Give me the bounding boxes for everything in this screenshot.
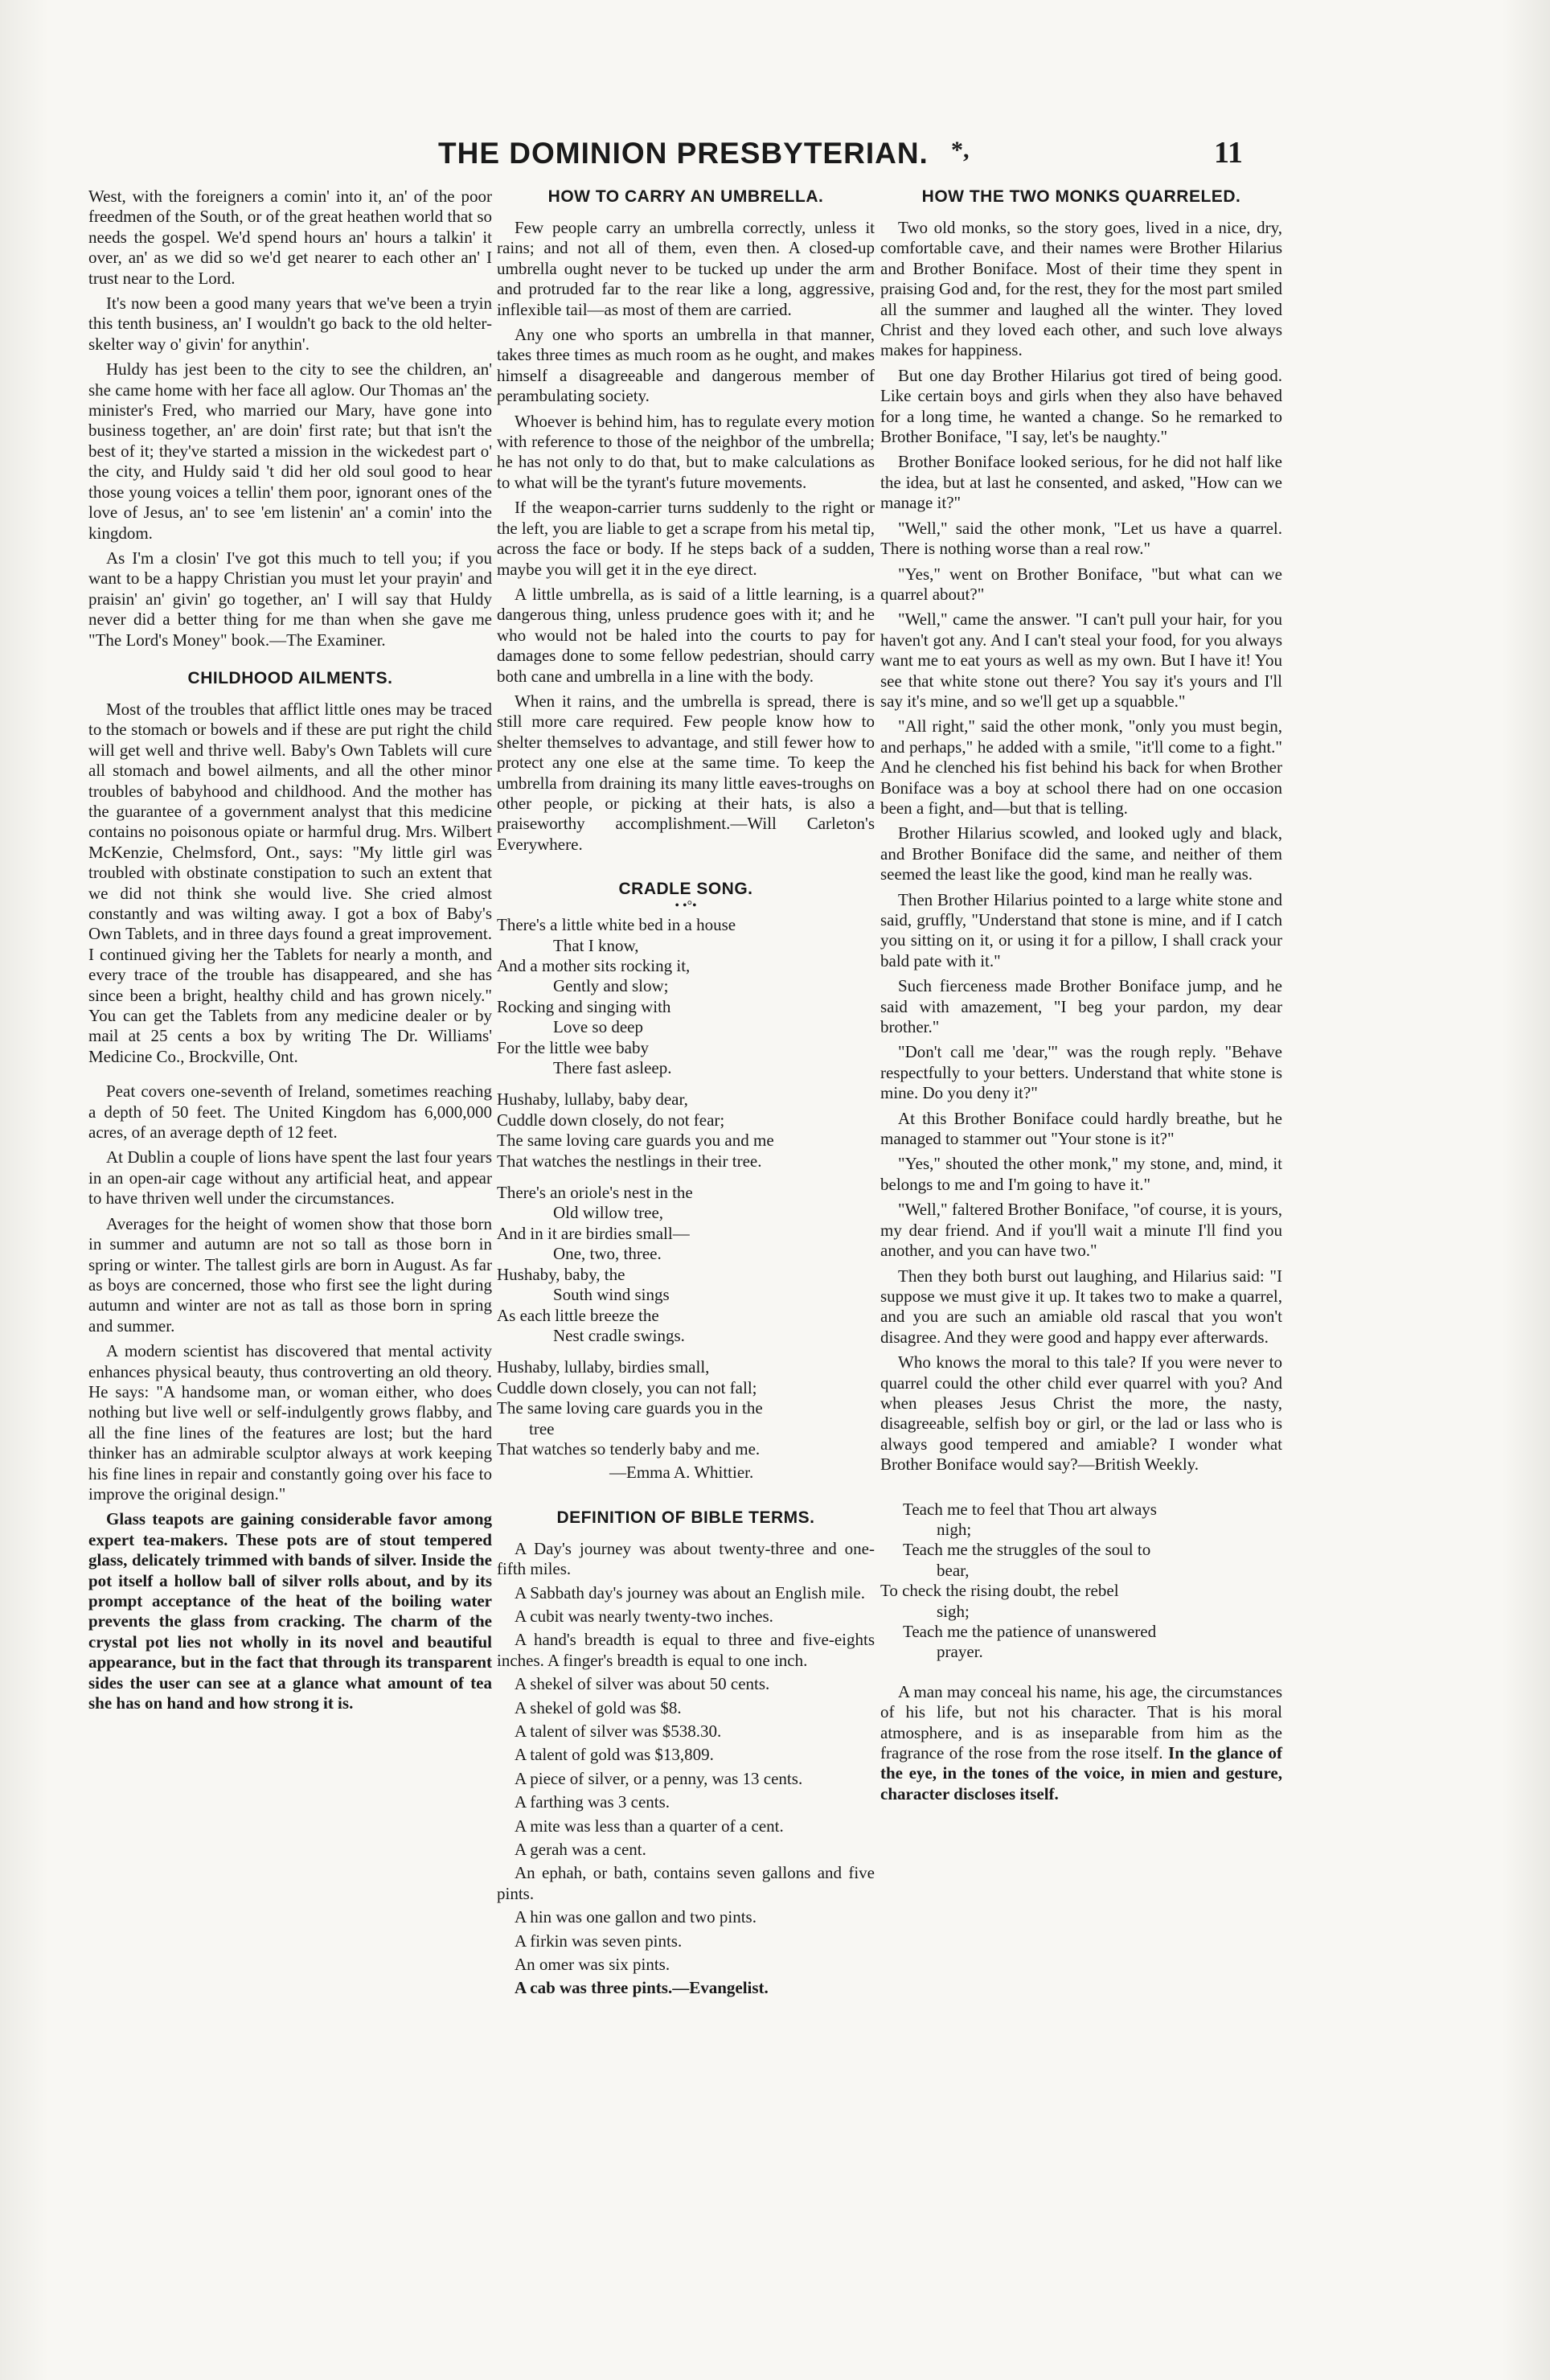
list-item: An ephah, or bath, contains seven gallons and five pints. xyxy=(497,1863,875,1903)
article-paragraph: But one day Brother Hilarius got tired of being good. Like certain boys and girls when they also have behaved for a long time, he wanted a change. So he remarked to Brother Boniface, "I say, let's be naughty." xyxy=(880,365,1282,447)
poem-author: —Emma A. Whittier. xyxy=(609,1463,754,1483)
closing-text-bold: In the glance of the eye, in the tones of the voice, in mien and gesture, character discloses itself. xyxy=(880,1743,1282,1803)
article-paragraph: Huldy has jest been to the city to see the children, an' she came home with her face all aglow. Our Thomas an' the minister's Fred, who married our Mary, have gone into business together, an' are doin' first rate; but that isn't the best of it; they've started a mission in the wickedest part o' the city, and Huldy said 't did her old soul good to hear those young voices a tellin' them poor, ignorant ones of the love of Jesus, an' to see 'em listenin' an' a comin' into the kingdom. xyxy=(88,359,492,543)
ornament: • •°• xyxy=(675,899,697,913)
list-item: A shekel of gold was $8. xyxy=(515,1697,682,1717)
article-paragraph: A little umbrella, as is said of a little learning, is a dangerous thing, unless prudence goes with it; and he who would not be haled into the courts to pay for damages done to some fellow pedestrian, should carry both cane and umbrella in a line with the body. xyxy=(497,584,875,686)
heading-cradle-song: CRADLE SONG. xyxy=(618,880,753,899)
poem-line: One, two, three. xyxy=(553,1244,662,1264)
article-paragraph: Such fierceness made Brother Boniface jump, and he said with amazement, "I beg your pardon, my dear brother." xyxy=(880,976,1282,1037)
article-paragraph: "Well," faltered Brother Boniface, "of course, it is yours, my dear friend. And if you'll wait a minute I'll find you another, and you can have two." xyxy=(880,1200,1282,1261)
list-item: An omer was six pints. xyxy=(515,1955,670,1975)
poem-stanza xyxy=(497,1357,875,1459)
list-item: A farthing was 3 cents. xyxy=(515,1792,670,1812)
heading-umbrella: HOW TO CARRY AN UMBRELLA. xyxy=(547,187,824,206)
list-item: A piece of silver, or a penny, was 13 cents. xyxy=(515,1768,803,1788)
poem-line: South wind sings xyxy=(553,1285,670,1305)
heading-bible-terms: DEFINITION OF BIBLE TERMS. xyxy=(556,1508,815,1527)
poem-line: That I know, xyxy=(553,935,639,955)
list-item: A talent of gold was $13,809. xyxy=(515,1745,714,1765)
article-paragraph: Peat covers one-seventh of Ireland, sometimes reaching a depth of 50 feet. The United Kingdom has 6,000,000 acres, of an average depth of 12 feet. xyxy=(88,1081,492,1143)
poem-line: Teach me the patience of unanswered xyxy=(903,1622,1157,1641)
print-mark: *, xyxy=(951,137,970,163)
column-2 xyxy=(497,187,875,2002)
article-paragraph: Whoever is behind him, has to regulate every motion with reference to those of the neighbor of the umbrella; he has not only to do that, but to make calculations as to what will be the tyrant's future movements. xyxy=(497,411,875,492)
article-paragraph: A modern scientist has discovered that mental activity enhances physical beauty, thus controverting an old theory. He says: "A handsome man, or woman either, who does nothing but live well or self-indulgently grows flabby, and all the fine lines of the features are lost; but the hard thinker has an admirable sculptor always at work keeping his fine lines in repair and constantly going over his face to improve the original design." xyxy=(88,1341,492,1504)
poem-line: And a mother sits rocking it, xyxy=(497,956,691,975)
article-paragraph: Then they both burst out laughing, and Hilarius said: "I suppose we must give it up. It takes two to make a quarrel, and you are such an amiable old rascal that you won't disagree. And they were good and happy ever afterwards. xyxy=(880,1266,1282,1347)
article-paragraph: At Dublin a couple of lions have spent the last four years in an open-air cage without any artificial heat, and appear to have thriven well under the circumstances. xyxy=(88,1147,492,1208)
heading-childhood-ailments: CHILDHOOD AILMENTS. xyxy=(187,668,393,687)
heading-two-monks: HOW THE TWO MONKS QUARRELED. xyxy=(921,187,1241,206)
poem-line: The same loving care guards you and me xyxy=(497,1130,774,1151)
hymn-verse xyxy=(880,1500,1282,1663)
poem-line: Rocking and singing with xyxy=(497,996,671,1016)
poem-line: tree xyxy=(529,1418,555,1438)
list-item: A hin was one gallon and two pints. xyxy=(515,1907,757,1927)
article-paragraph: At this Brother Boniface could hardly breathe, but he managed to stammer out "Your stone is it?" xyxy=(880,1108,1282,1149)
poem-line: As each little breeze the xyxy=(497,1305,659,1325)
closing-paragraph xyxy=(880,1682,1282,1804)
article-paragraph: When it rains, and the umbrella is spread, there is still more care required. Few people know how to shelter themselves to advantage, and still fewer how to protect any one else at the same time. To keep the umbrella from draining its many little eaves-troughs on other people, or picking at their hats, is also a praiseworthy accomplishment.—Will Carleton's Everywhere. xyxy=(497,691,875,854)
poem-line: There's an oriole's nest in the xyxy=(497,1183,693,1203)
article-paragraph: Brother Hilarius scowled, and looked ugly and black, and Brother Boniface did the same, and neither of them seemed the least like the good, kind man he really was. xyxy=(880,823,1282,884)
poem-stanza xyxy=(497,1183,875,1346)
poem-stanza xyxy=(497,915,875,1078)
list-item: A cab was three pints.—Evangelist. xyxy=(515,1978,769,1998)
poem-line: Old willow tree, xyxy=(553,1203,664,1223)
poem-line: There's a little white bed in a house xyxy=(497,915,736,935)
poem-line: And in it are birdies small— xyxy=(497,1223,690,1243)
list-item: A talent of silver was $538.30. xyxy=(515,1721,722,1741)
list-item: A hand's breadth is equal to three and five-eights inches. A finger's breadth is equal to one inch. xyxy=(497,1630,875,1670)
closing-text: A man may conceal his name, his age, the circumstances of his life, but not his character. That is his moral atmosphere, and is as inseparable from him as the fragrance of the rose from the rose itself. xyxy=(880,1681,1282,1763)
bible-terms-list xyxy=(497,1539,875,1999)
article-paragraph: Brother Boniface looked serious, for he did not half like the idea, but at last he consented, and asked, "How can we manage it?" xyxy=(880,452,1282,513)
poem-line: Cuddle down closely, you can not fall; xyxy=(497,1377,757,1397)
poem-line: Hushaby, lullaby, baby dear, xyxy=(497,1089,688,1110)
poem-line: That watches so tenderly baby and me. xyxy=(497,1438,761,1459)
poem-line: bear, xyxy=(937,1560,970,1580)
list-item: A Sabbath day's journey was about an English mile. xyxy=(515,1582,865,1602)
article-paragraph: As I'm a closin' I've got this much to tell you; if you want to be a happy Christian you must let your prayin' and praisin' an' givin' go together, an' I will say that Huldy never did a better thing for me than when she gave me "The Lord's Money" book.—The Examiner. xyxy=(88,548,492,650)
list-item: A shekel of silver was about 50 cents. xyxy=(515,1674,770,1694)
article-paragraph: "Yes," shouted the other monk," my stone, and, mind, it belongs to me and I'm going to have it." xyxy=(880,1154,1282,1194)
poem-line: For the little wee baby xyxy=(497,1037,649,1057)
article-paragraph: Two old monks, so the story goes, lived in a nice, dry, comfortable cave, and their names were Brother Hilarius and Brother Boniface. Most of their time they spent in praising God and, for the rest, they for the most part smiled all the summer and laughed all the winter. They loved Christ and they loved each other, and such love always makes for happiness. xyxy=(880,218,1282,360)
poem-line: There fast asleep. xyxy=(553,1058,672,1078)
poem-line: Love so deep xyxy=(553,1017,643,1037)
article-paragraph: "Yes," went on Brother Boniface, "but what can we quarrel about?" xyxy=(880,564,1282,604)
poem-line: nigh; xyxy=(937,1519,972,1539)
column-3 xyxy=(880,187,1282,1809)
poem-line: That watches the nestlings in their tree. xyxy=(497,1151,762,1171)
article-paragraph: Few people carry an umbrella correctly, unless it rains; and not all of them, even then. A closed-up umbrella ought never to be tucked up under the arm and protruded far to the rear like a long, aggressive, inflexible tail—as most of them are carried. xyxy=(497,218,875,319)
article-paragraph: West, with the foreigners a comin' into it, an' of the poor freedmen of the South, or of the great heathen world that so needs the gospel. We'd spend hours an' hours a talkin' it over, an' as we did so we'd get nearer to each other an' I trust near to the Lord. xyxy=(88,187,492,288)
list-item: A gerah was a cent. xyxy=(515,1840,646,1860)
list-item: A cubit was nearly twenty-two inches. xyxy=(515,1606,773,1626)
article-paragraph: Then Brother Hilarius pointed to a large white stone and said, gruffly, "Understand that stone is mine, and if I catch you sitting on it, or using it for a pillow, I shall crack your bald pate with it." xyxy=(880,889,1282,970)
poem-line: Hushaby, baby, the xyxy=(497,1264,625,1284)
article-paragraph: Any one who sports an umbrella in that manner, takes three times as much room as he ought, and makes himself a disagreeable and dangerous member of perambulating society. xyxy=(497,325,875,406)
article-paragraph: Most of the troubles that afflict little ones may be traced to the stomach or bowels and if these are put right the child will get well and thrive well. Baby's Own Tablets will cure all stomach and bowel ailments, and all the other minor troubles of babyhood and childhood. And the mother has the guarantee of a government analyst that this medicine contains no poisonous opiate or harmful drug. Mrs. Wilbert McKenzie, Chelmsford, Ont., says: "My little girl was troubled with obstinate constipation to such an extent that we did not think she would live. She cried almost constantly and was wilting away. I got a box of Baby's Own Tablets, and in three days found a great improvement. I continued giving her the Tablets for nearly a month, and every trace of the trouble has disappeared, and she has since been a bright, healthy child and has grown nicely." You can get the Tablets from any medicine dealer or by mail at 25 cents a box by writing The Dr. Williams' Medicine Co., Brockville, Ont. xyxy=(88,699,492,1066)
cradle-song-poem xyxy=(497,915,875,1483)
poem-line: Gently and slow; xyxy=(553,976,669,996)
poem-line: Teach me to feel that Thou art always xyxy=(903,1499,1157,1519)
article-paragraph: It's now been a good many years that we've been a tryin this tenth business, an' I wouldn't go back to the old helter-skelter way o' givin' for anythin'. xyxy=(88,293,492,354)
page-number: 11 xyxy=(1214,136,1243,170)
poem-line: The same loving care guards you in the xyxy=(497,1398,763,1418)
article-paragraph: "Well," came the answer. "I can't pull your hair, for you haven't got any. And I can't steal your food, for you always want me to eat yours as well as my own. But I have it! You see that white stone out there? You say it's yours and I'll say it's mine, and so we'll get up a squabble." xyxy=(880,609,1282,711)
article-paragraph: "All right," said the other monk, "only you must begin, and perhaps," he added with a smile, "it'll come to a fight." And he clenched his fist behind his back for when Brother Boniface was a boy at school there had on one occasion been a fight, and—but that is telling. xyxy=(880,716,1282,818)
poem-line: Nest cradle swings. xyxy=(553,1325,685,1345)
article-paragraph: "Don't call me 'dear,'" was the rough reply. "Behave respectfully to your betters. Understand that white stone is mine. Do you deny it?" xyxy=(880,1042,1282,1103)
poem-line: Cuddle down closely, do not fear; xyxy=(497,1110,725,1130)
masthead xyxy=(0,137,1550,185)
list-item: A firkin was seven pints. xyxy=(515,1931,683,1951)
newspaper-title: THE DOMINION PRESBYTERIAN. xyxy=(438,137,929,170)
column-1 xyxy=(88,187,492,1718)
article-paragraph: Glass teapots are gaining considerable favor among expert tea-makers. These pots are of stout tempered glass, delicately trimmed with bands of silver. Inside the pot itself a hollow ball of silver rolls about, and by its prompt acceptance of the heat of the boiling water prevents the glass from cracking. The charm of the crystal pot lies not wholly in its novel and beautiful appearance, but in the fact that through its transparent sides the user can see at a glance what amount of tea she has on hand and how strong it is. xyxy=(88,1509,492,1713)
poem-line: sigh; xyxy=(937,1601,970,1621)
section-break xyxy=(88,1072,492,1081)
poem-line: Teach me the struggles of the soul to xyxy=(903,1540,1151,1560)
article-paragraph: Averages for the height of women show that those born in summer and autumn are not so tall as those born in spring or winter. The tallest girls are born in August. As far as boys are concerned, those who first see the light during autumn and winter are not as tall as those born in spring and summer. xyxy=(88,1213,492,1336)
poem-line: prayer. xyxy=(937,1642,983,1662)
list-item: A mite was less than a quarter of a cent. xyxy=(515,1816,784,1836)
article-paragraph: If the weapon-carrier turns suddenly to the right or the left, you are liable to get a scrape from his metal tip, across the face or body. If he steps back of a sudden, maybe you will get it in the eye direct. xyxy=(497,498,875,579)
poem-line: To check the rising doubt, the rebel xyxy=(880,1581,1119,1601)
article-paragraph: Who knows the moral to this tale? If you were never to quarrel could the other child ever quarrel with you? And when pleases Jesus Christ the more, the nasty, disagreeable, selfish boy or girl, or the lad or lass who is always good tempered and amiable? I wonder what Brother Boniface would say?—British Weekly. xyxy=(880,1352,1282,1475)
poem-stanza xyxy=(497,1089,875,1172)
article-paragraph: "Well," said the other monk, "Let us have a quarrel. There is nothing worse than a real row." xyxy=(880,518,1282,559)
poem-line: Hushaby, lullaby, birdies small, xyxy=(497,1357,710,1377)
list-item: A Day's journey was about twenty-three and one-fifth miles. xyxy=(497,1538,875,1579)
